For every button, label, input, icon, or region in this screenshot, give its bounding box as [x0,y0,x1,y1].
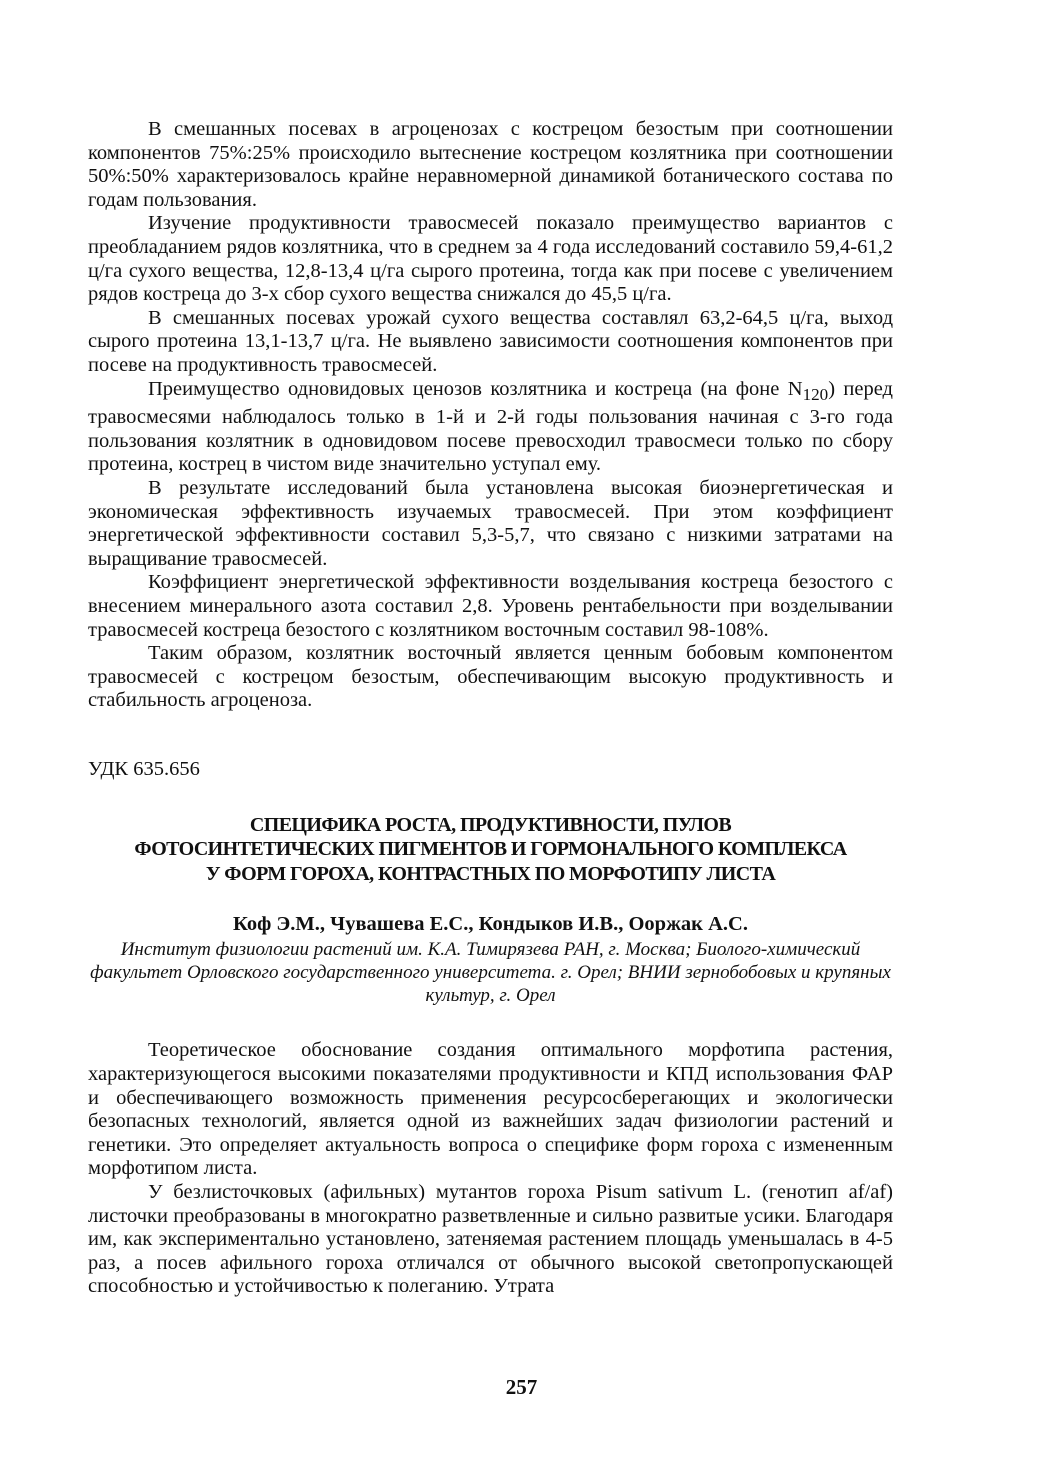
udk-code: УДК 635.656 [88,757,200,780]
page-number: 257 [505,1375,538,1399]
paragraph-conclusion: Таким образом, козлятник восточный является ценным бобовым компонентом травосмесей с кострецом безостым, обеспечивающим высокую продуктивность и стабильность агроценоза. [88,642,893,712]
title-line-2: ФОТОСИНТЕТИЧЕСКИХ ПИГМЕНТОВ И ГОРМОНАЛЬНОГО КОМПЛЕКСА [134,838,847,861]
paragraph-bioenergy-efficiency: В результате исследований была установлена высокая биоэнергетическая и экономическая эффективность изучаемых травосмесей. При этом коэффициент энергетической эффективности составил 5,3-5,7, что связано с низкими затратами на выращивание травосмесей. [88,477,893,570]
nitrogen-formula [787,377,829,404]
author-affiliation: Институт физиологии растений им. К.А. Тимирязева РАН, г. Москва; Биолого-химический факультет Орловского государственного университета. г. Орел; ВНИИ зернобобовых и крупяных культур, г. Орел [90,939,891,1007]
paragraph-dry-matter-yield: В смешанных посевах урожай сухого вещества составлял 63,2-64,5 ц/га, выход сырого протеина 13,1-13,7 ц/га. Не выявлено зависимости соотношения компонентов при посеве на продуктивность травосмесей. [88,306,893,376]
title-line-3: У ФОРМ ГОРОХА, КОНТРАСТНЫХ ПО МОРФОТИПУ ЛИСТА [205,862,776,885]
nitrogen-symbol: N [787,377,803,400]
paragraph-single-species-advantage [88,378,893,477]
nitrogen-dose: 120 [802,384,829,404]
article-authors: Коф Э.М., Чувашева Е.С., Кондыков И.В., Ооржак А.С. [233,913,748,936]
paragraph-energy-coefficient: Коэффициент энергетической эффективности возделывания костреца безостого с внесением минерального азота составил 2,8. Уровень рентабельности при возделывании травосмесей костреца безостого с козлятником восточным составил 98-108%. [88,571,893,641]
paragraph-afila-mutants: У безлисточковых (афильных) мутантов гороха Pisum sativum L. (генотип af/af) листочки преобразованы в многократно разветвленные и сильно развитые усики. Благодаря им, как экспериментально установлено, затеняемая растением площадь уменьшалась в 4-5 раз, а посев афильного гороха отличался от обычного высокой светопропускающей способностью и устойчивостью к полеганию. Утрата [88,1181,893,1298]
paragraph-productivity-study: Изучение продуктивности травосмесей показало преимущество вариантов с преобладанием рядов козлятника, что в среднем за 4 года исследований составило 59,4-61,2 ц/га сухого вещества, 12,8-13,4 ц/га сырого протеина, тогда как при посеве с увеличением рядов костреца до 3-х сбор сухого вещества снижался до 45,5 ц/га. [88,212,893,306]
advantage-text-start: Преимущество одновидовых ценозов козлятника и костреца (на фоне [148,377,788,400]
paragraph-mixed-sowings: В смешанных посевах в агроценозах с кострецом безостым при соотношении компонентов 75%:25% происходило вытеснение кострецом козлятника при соотношении 50%:50% характеризовалось крайне неравномерной динамикой ботанического состава по годам пользования. [88,118,893,211]
article-title [88,813,893,887]
title-line-1: СПЕЦИФИКА РОСТА, ПРОДУКТИВНОСТИ, ПУЛОВ [249,813,732,836]
paragraph-morphotype-rationale: Теоретическое обоснование создания оптимального морфотипа растения, характеризующегося высокими показателями продуктивности и КПД использования ФАР и обеспечивающего возможность применения ресурсосберегающих и экологически безопасных технологий, является одной из важнейших задач физиологии растений и генетики. Это определяет актуальность вопроса о специфике форм гороха с измененным морфотипом листа. [88,1039,893,1180]
advantage-text-end: ) перед травосмесями наблюдалось только в 1-й и 2-й годы пользования начиная с 3-го года пользования козлятник в одновидовом посеве превосходил травосмеси только по сбору протеина, кострец в чистом виде значительно уступал ему. [88,377,893,476]
